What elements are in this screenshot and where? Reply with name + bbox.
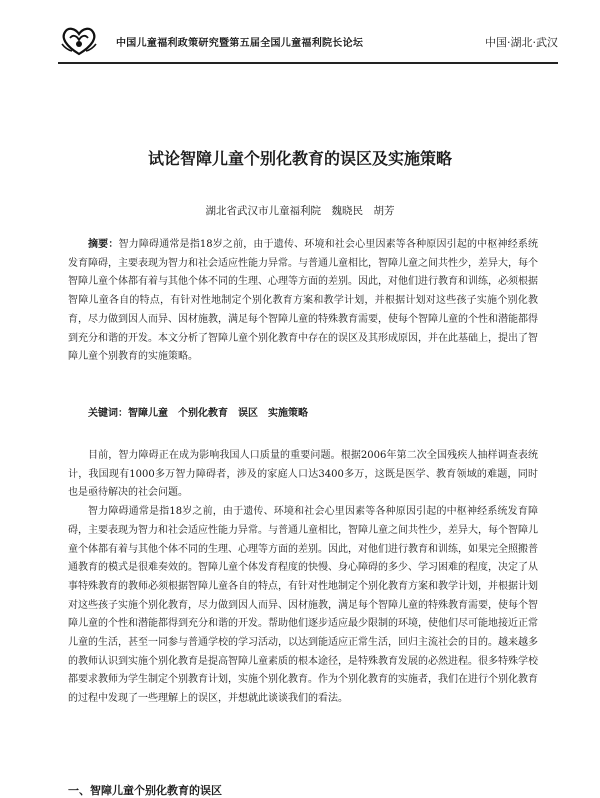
body-paragraph: 智力障碍通常是指18岁之前，由于遗传、环境和社会心里因素等各种原因引起的中枢神经系统发育障碍，主要表现为智力和社会适应性能力异常。与普通儿童相比，智障儿童之间共性少，差异大，每个智障儿童个体都有着与其他个体不同的生理、心理等方面的差别。因此，对他们进行教育和训练，如果完全照搬普通教育的模式是很难奏效的。智障儿童个体发育程度的快慢、身心障碍的多少、学习困难的程度，决定了从事特殊教育的教师必须根据智障儿童各自的特点，有针对性地制定个别化教育方案和教学计划，并根据计划对这些孩子实施个别化教育，尽力做到因人而异、因材施教，满足每个智障儿童的特殊教育需要，使每个智障儿童的个性和潜能都得到充分和谐的开发。帮助他们逐步适应最少限制的环境，使他们尽可能地接近正常儿童的生活，甚至一同参与普通学校的学习活动，以达到能适应正常生活，回归主流社会的目的。越来越多的教师认识到实施个别化教育是提高智障儿童素质的根本途径，是特殊教育发展的必然进程。很多特殊学校都要求教师为学生制定个别教育计划，实施个别化教育。作为个别化教育的实施者，我们在进行个别化教育的过程中发现了一些理解上的误区，并想就此谈谈我们的看法。 [68,506,538,705]
abstract-label: 摘要： [88,239,119,250]
paper-authors: 湖北省武汉市儿童福利院 魏晓民 胡芳 [205,205,395,217]
conference-name: 中国儿童福利政策研究暨第五届全国儿童福利院长论坛 [116,38,364,49]
keywords-label: 关键词： [88,408,128,419]
header-divider [58,62,558,64]
page-header [58,24,558,58]
keywords [68,405,538,424]
section-heading: 一、智障儿童个别化教育的误区 [68,784,222,797]
body-paragraph: 目前，智力障碍正在成为影响我国人口质量的重要问题。根据2006年第二次全国残疾人抽样调查表统计，我国现有1000多万智力障碍者，涉及的家庭人口达3400多万，这既是医学、教育领域的难题，同时也是亟待解决的社会问题。 [68,450,538,499]
body-text [68,447,538,709]
paper-title: 试论智障儿童个别化教育的误区及实施策略 [147,149,452,168]
conference-logo-icon [58,24,100,58]
abstract [68,236,538,367]
conference-location: 中国·湖北·武汉 [485,36,558,49]
abstract-text: 智力障碍通常是指18岁之前，由于遗传、环境和社会心里因素等各种原因引起的中枢神经系统发育障碍，主要表现为智力和社会适应性能力异常。与普通儿童相比，智障儿童之间共性少，差异大，每个智障儿童个体都有着与其他个体不同的生理、心理等方面的差别。因此，对他们进行教育和训练，必须根据智障儿童各自的特点，有针对性地制定个别化教育方案和教学计划，并根据计划对这些孩子实施个别化教育，尽力做到因人而异、因材施教，满足每个智障儿童的特殊教育需要，使每个智障儿童的个性和潜能都得到充分和谐的开发。本文分析了智障儿童个别化教育中存在的误区及其形成原因，并在此基础上，提出了智障儿童个别教育的实施策略。 [68,239,538,363]
keywords-text: 智障儿童 个别化教育 误区 实施策略 [128,408,308,419]
